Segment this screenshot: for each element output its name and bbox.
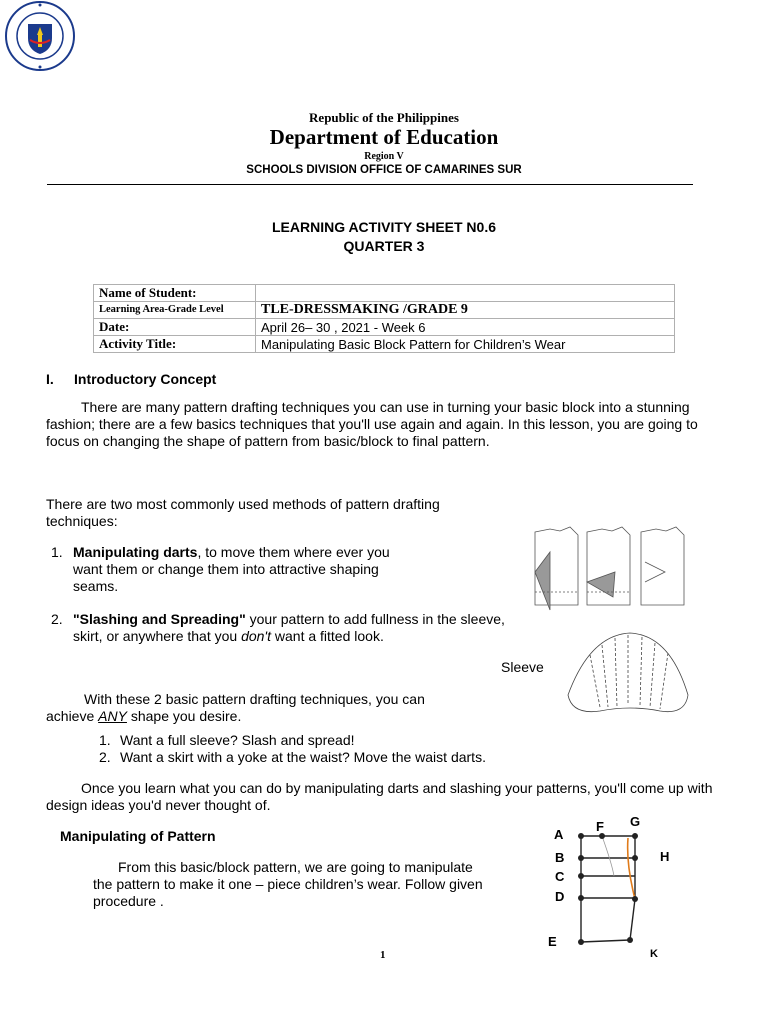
question-1-text: Want a full sleeve? Slash and spread! <box>120 732 355 748</box>
learning-area-label: Learning Area-Grade Level <box>94 302 256 319</box>
any-emphasis: ANY <box>98 708 127 724</box>
method-1-text <box>73 544 408 595</box>
point-label-e: E <box>548 934 557 949</box>
deped-seal-logo <box>4 0 76 72</box>
method-1-title: Manipulating darts <box>73 544 198 560</box>
student-info-table <box>93 284 675 353</box>
method-2-number: 2. <box>51 611 63 627</box>
date-value: April 26– 30 , 2021 - Week 6 <box>256 319 675 336</box>
sheet-title: LEARNING ACTIVITY SHEET N0.6 <box>271 219 497 235</box>
method-1-number: 1. <box>51 544 63 560</box>
question-2-number: 2. <box>99 749 111 765</box>
dart-manipulation-figure <box>525 522 695 617</box>
intro-paragraph: There are many pattern drafting techniques you can use in turning your basic block into a stunning fashion; there are a few basics techniques that you'll use again and again. In this lesson, you are going to focus on changing the shape of pattern from basic/block to final pattern. <box>46 399 698 449</box>
sleeve-slash-spread-figure <box>560 625 695 720</box>
date-label: Date: <box>94 319 256 336</box>
point-label-b: B <box>555 850 565 865</box>
republic-text: Republic of the Philippines <box>309 110 459 125</box>
techniques-paragraph-a: With these 2 basic pattern drafting techniques, you can achieve <box>46 691 425 724</box>
block-pattern-diagram <box>540 814 680 960</box>
method-2-title: "Slashing and Spreading" <box>73 611 246 627</box>
quarter-label: QUARTER 3 <box>343 238 425 254</box>
table-row <box>94 302 675 319</box>
activity-title-label: Activity Title: <box>94 336 256 353</box>
techniques-paragraph <box>46 691 476 725</box>
point-label-a: A <box>554 827 564 842</box>
method-2-description-a: your pattern to add fullness in the sleeve, skirt, or anywhere that you <box>73 611 505 644</box>
method-2-emphasis: don't <box>241 628 271 644</box>
table-row <box>94 336 675 353</box>
techniques-paragraph-b: shape you desire. <box>126 708 242 724</box>
point-label-d: D <box>555 889 565 904</box>
section-heading: Introductory Concept <box>74 371 217 387</box>
point-label-c: C <box>555 869 565 884</box>
region-text: Region V <box>364 151 404 162</box>
learning-area-value: TLE-DRESSMAKING /GRADE 9 <box>256 302 675 319</box>
header-divider <box>47 184 693 185</box>
procedure-paragraph: From this basic/block pattern, we are going to manipulate the pattern to make it one – piece children’s wear. Follow given procedure . <box>93 859 483 909</box>
question-2-text: Want a skirt with a yoke at the waist? Move the waist darts. <box>120 749 486 765</box>
point-label-h: H <box>660 849 670 864</box>
question-1-number: 1. <box>99 732 111 748</box>
name-field[interactable] <box>256 285 675 302</box>
point-label-f: F <box>596 819 604 834</box>
table-row <box>94 319 675 336</box>
page-number: 1 <box>380 949 386 961</box>
section-number: I. <box>46 371 54 387</box>
method-2-description-b: want a fitted look. <box>271 628 384 644</box>
sleeve-label: Sleeve <box>501 659 544 675</box>
activity-title-value: Manipulating Basic Block Pattern for Children’s Wear <box>256 336 675 353</box>
method-1-description: , to move them where ever you want them or change them into attractive shaping seams. <box>73 544 390 594</box>
department-title: Department of Education <box>269 125 499 149</box>
point-label-g: G <box>630 814 641 829</box>
methods-intro-paragraph: There are two most commonly used methods of pattern drafting techniques: <box>46 496 440 529</box>
division-text: SCHOOLS DIVISION OFFICE OF CAMARINES SUR <box>246 164 522 176</box>
table-row <box>94 285 675 302</box>
point-label-k: K <box>650 948 658 960</box>
design-ideas-paragraph: Once you learn what you can do by manipulating darts and slashing your patterns, you'll come up with design ideas you'd never thought of. <box>46 780 713 813</box>
subsection-heading: Manipulating of Pattern <box>60 828 216 844</box>
name-label: Name of Student: <box>94 285 256 302</box>
method-2-text <box>73 611 508 645</box>
